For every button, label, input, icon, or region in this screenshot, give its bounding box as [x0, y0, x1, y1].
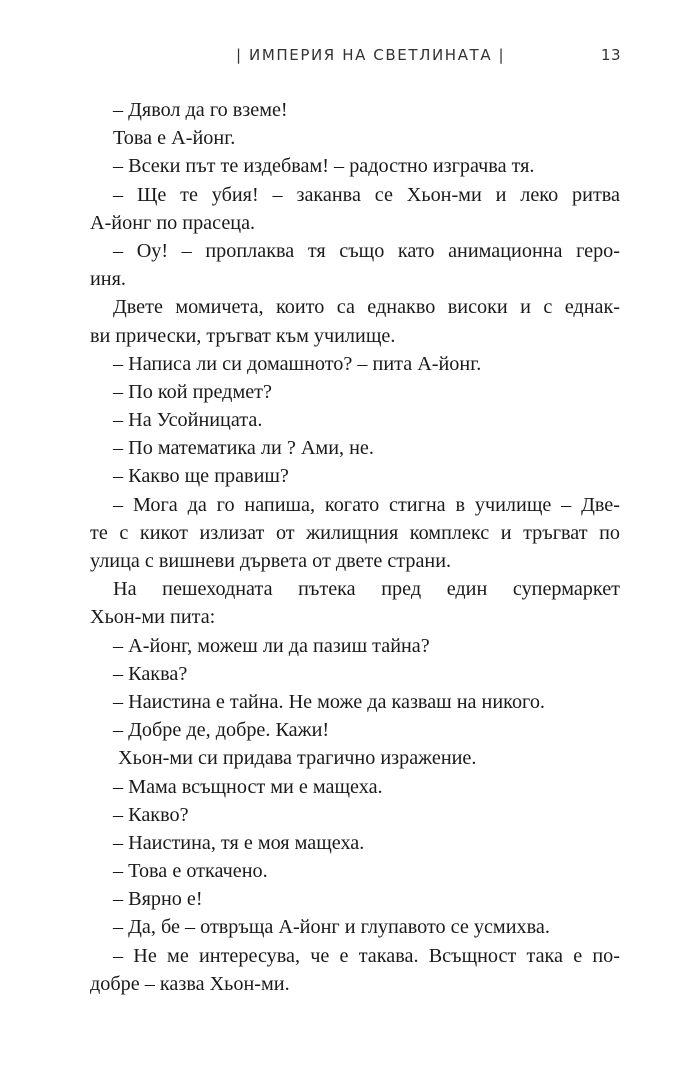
- text-line: – Да, бе – отвръща А-йонг и глупавото се усмихва.: [113, 916, 550, 939]
- running-title: | ИМПЕРИЯ НА СВЕТЛИНАТА |: [236, 46, 506, 64]
- text-line: те с кикот излизат от жилищния комплекс и тръгват по: [90, 521, 620, 544]
- text-line: – Какво ще правиш?: [113, 465, 289, 488]
- text-line: – Добре де, добре. Кажи!: [113, 719, 330, 742]
- text-line: – А-йонг, можеш ли да пазиш тайна?: [113, 634, 430, 657]
- text-line: улица с вишневи дървета от двете страни.: [90, 550, 452, 572]
- text-line: – На Усойницата.: [113, 409, 263, 432]
- text-line: – Мога да го напиша, когато стигна в училище – Две-: [113, 493, 620, 516]
- text-line: – Какво?: [113, 803, 189, 826]
- text-line: Хьон-ми пита:: [90, 606, 216, 629]
- text-line: – Каква?: [113, 662, 188, 685]
- page-number: 13: [601, 46, 622, 64]
- body-text: [90, 96, 620, 998]
- text-line: – Вярно е!: [113, 888, 203, 911]
- text-line: – Всеки път те издебвам! – радостно изграчва тя.: [113, 155, 535, 178]
- text-line: – Това е откачено.: [113, 860, 268, 883]
- text-line: – Мама всъщност ми е мащеха.: [113, 775, 383, 798]
- text-line: На пешеходната пътека пред един супермаркет: [113, 578, 620, 601]
- text-line: – Дявол да го вземе!: [113, 99, 288, 121]
- text-line: Хьон-ми си придава трагично изражение.: [118, 747, 477, 770]
- text-line: Това е А-йонг.: [113, 127, 236, 150]
- text-line: добре – казва Хьон-ми.: [90, 972, 290, 995]
- text-line: иня.: [90, 268, 126, 291]
- text-line: – Не ме интересува, че е такава. Всъщност така е по-: [113, 944, 620, 967]
- text-line: Двете момичета, които са еднакво високи и с еднак-: [113, 296, 620, 319]
- text-line: – Наистина, тя е моя мащеха.: [113, 831, 365, 854]
- text-line: – Наистина е тайна. Не може да казваш на никого.: [113, 690, 545, 713]
- text-line: – Написа ли си домашното? – пита А-йонг.: [113, 352, 482, 375]
- text-line: – Ще те убия! – заканва се Хьон-ми и леко ритва: [113, 183, 620, 206]
- text-line: – По математика ли ? Ами, не.: [113, 437, 374, 460]
- running-header: [0, 46, 700, 70]
- text-line: ви прически, тръгват към училище.: [90, 324, 396, 347]
- text-line: – Оу! – проплаква тя също като анимационна геро-: [113, 239, 620, 262]
- text-line: – По кой предмет?: [113, 380, 272, 403]
- text-line: А-йонг по прасеца.: [90, 211, 256, 234]
